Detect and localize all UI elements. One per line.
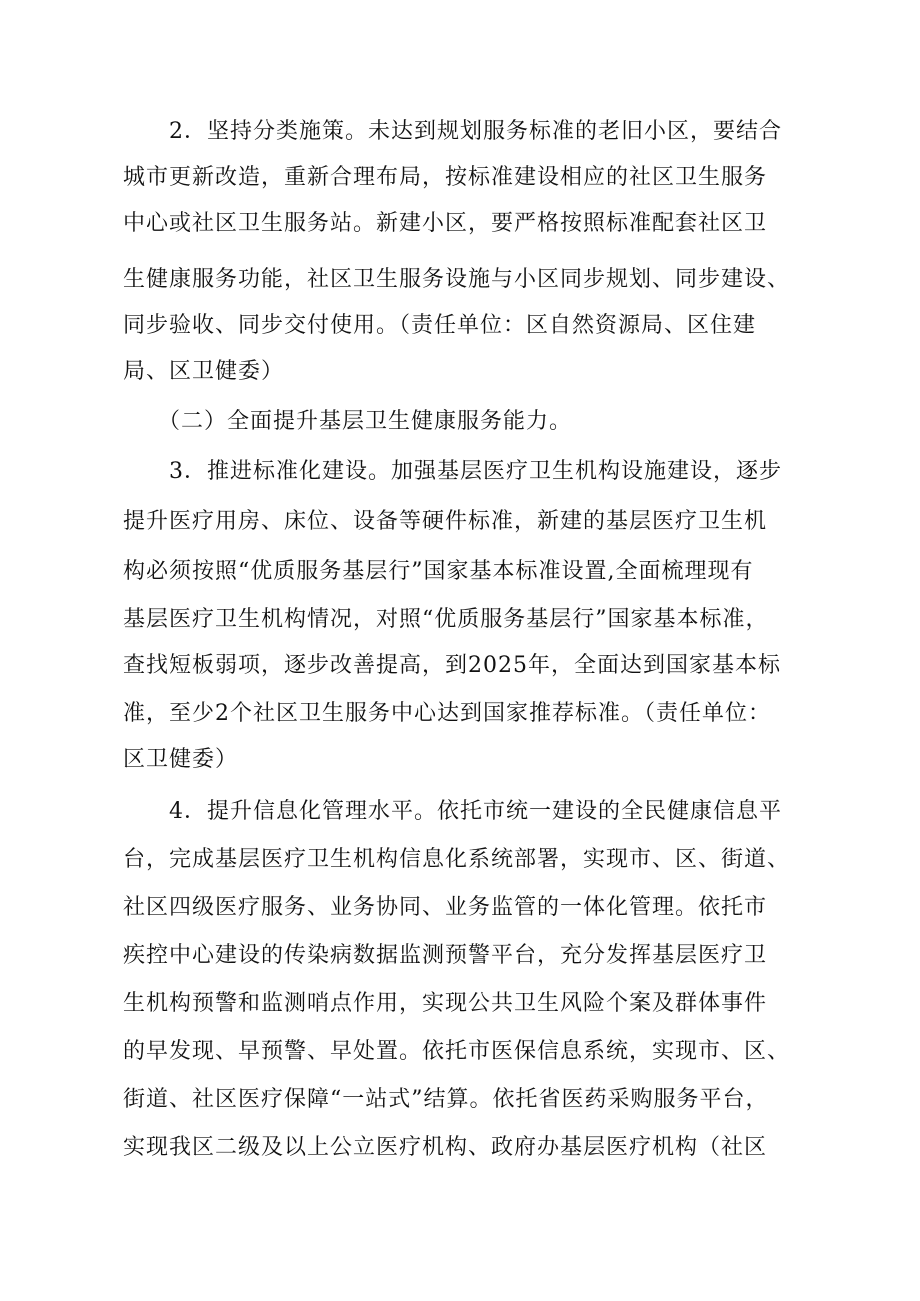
text-line: 准，至少2个社区卫生服务中心达到国家推荐标准。（责任单位：	[123, 701, 771, 726]
text-line: 生健康服务功能，社区卫生服务设施与小区同步规划、同步建设、	[123, 267, 791, 292]
text-line: 同步验收、同步交付使用。（责任单位：区自然资源局、区住建	[123, 313, 757, 338]
text-line: 城市更新改造，重新合理布局，按标准建设相应的社区卫生服务	[123, 165, 768, 190]
text-line: 局、区卫健委）	[123, 359, 285, 384]
text-line: 的早发现、早预警、早处置。依托市医保信息系统，实现市、区、	[123, 1039, 791, 1064]
text-line: 实现我区二级及以上公立医疗机构、政府办基层医疗机构（社区	[123, 1135, 768, 1160]
text-line: 台，完成基层医疗卫生机构信息化系统部署，实现市、区、街道、	[123, 847, 791, 872]
text-line: 基层医疗卫生机构情况，对照“优质服务基层行”国家基本标准，	[123, 607, 769, 632]
text-line: 4．提升信息化管理水平。依托市统一建设的全民健康信息平	[123, 799, 782, 824]
text-line: 街道、社区医疗保障“一站式”结算。依托省医药采购服务平台，	[123, 1087, 769, 1112]
text-line: 构必须按照“优质服务基层行”国家基本标准设置,全面梳理现有	[123, 559, 754, 584]
text-line: 生机构预警和监测哨点作用，实现公共卫生风险个案及群体事件	[123, 991, 768, 1016]
text-line: 社区四级医疗服务、业务协同、业务监管的一体化管理。依托市	[123, 895, 768, 920]
section-heading: （二）全面提升基层卫生健康服务能力。	[123, 409, 573, 434]
text-line: 提升医疗用房、床位、设备等硬件标准，新建的基层医疗卫生机	[123, 509, 768, 534]
text-line: 3．推进标准化建设。加强基层医疗卫生机构设施建设，逐步	[123, 459, 782, 484]
text-line: 疾控中心建设的传染病数据监测预警平台，充分发挥基层医疗卫	[123, 943, 768, 968]
text-line: 区卫健委）	[123, 747, 239, 772]
text-line: 中心或社区卫生服务站。新建小区，要严格按照标准配套社区卫	[123, 211, 768, 236]
text-line: 2．坚持分类施策。未达到规划服务标准的老旧小区，要结合	[123, 119, 782, 144]
text-line: 查找短板弱项，逐步改善提高，到2025年，全面达到国家基本标	[123, 653, 781, 678]
